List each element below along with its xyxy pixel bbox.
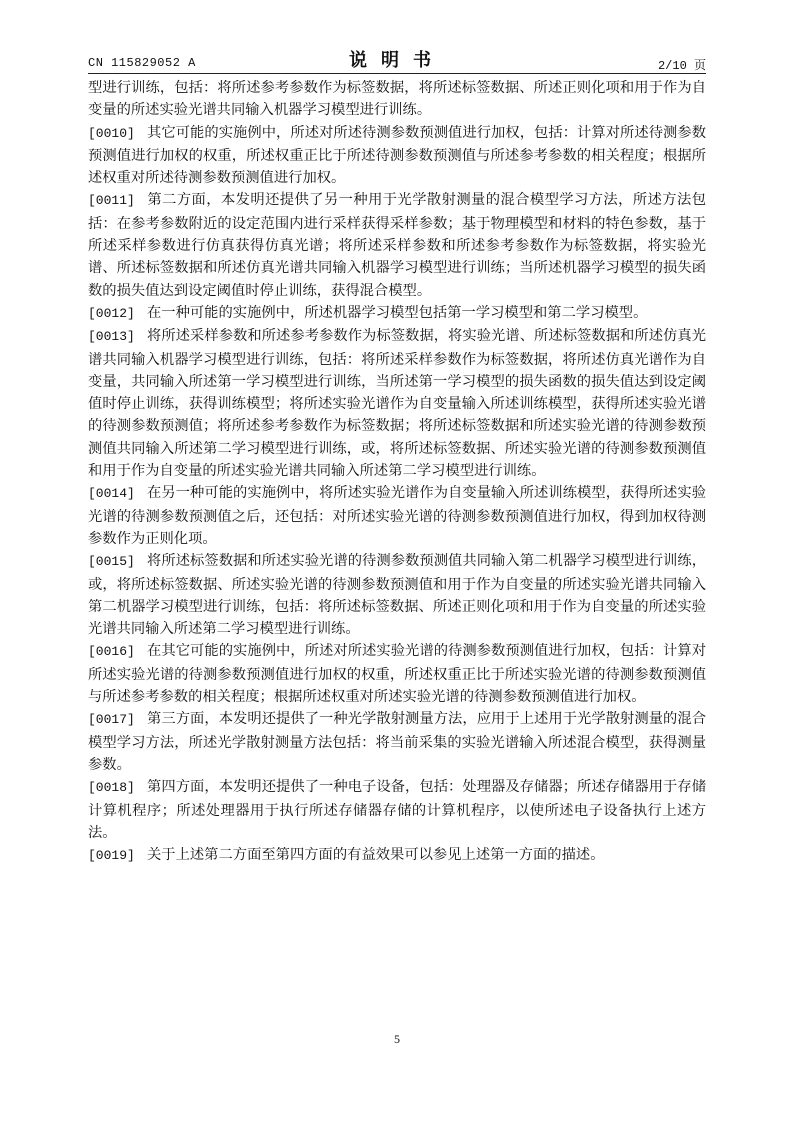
- page-indicator: 2/10 页: [657, 59, 706, 73]
- page-header: [88, 44, 706, 74]
- paragraph-number: [0017]: [88, 712, 135, 728]
- paragraph: [88, 708, 706, 776]
- header-rule: [88, 73, 706, 74]
- paragraph: [88, 77, 706, 122]
- paragraph-number: [0012]: [88, 305, 135, 321]
- paragraph-number: [0016]: [88, 644, 135, 660]
- paragraph-number: [0013]: [88, 329, 135, 345]
- page-number: 5: [394, 1032, 400, 1046]
- paragraph-text: 在另一种可能的实施例中，将所述实验光谱作为自变量输入所述训练模型，获得所述实验光谱的待测参数预测值之后，还包括：对所述实验光谱的待测参数预测值进行加权，得到加权待测参数作为正则化项。: [88, 485, 706, 547]
- paragraph: [88, 640, 706, 708]
- paragraph-text: 在一种可能的实施例中，所述机器学习模型包括第一学习模型和第二学习模型。: [147, 304, 648, 321]
- paragraph-text: 型进行训练，包括：将所述参考参数作为标签数据，将所述标签数据、所述正则化项和用于作为自变量的所述实验光谱共同输入机器学习模型进行训练。: [88, 80, 706, 119]
- paragraph-text: 将所述标签数据和所述实验光谱的待测参数预测值共同输入第二机器学习模型进行训练，或，将所述标签数据、所述实验光谱的待测参数预测值和用于作为自变量的所述实验光谱共同输入第二机器学习模型进行训练，包括：将所述标签数据、所述正则化项和用于作为自变量的所述实验光谱共同输入所述第二学习模型进行训练。: [88, 553, 706, 638]
- paragraph-number: [0010]: [88, 125, 135, 141]
- paragraph: [88, 550, 706, 640]
- document-number: CN 115829052 A: [88, 56, 196, 70]
- paragraph: [88, 482, 706, 550]
- paragraph: [88, 302, 706, 325]
- paragraph-text: 第二方面，本发明还提供了另一种用于光学散射测量的混合模型学习方法，所述方法包括：在参考参数附近的设定范围内进行采样获得采样参数；基于物理模型和材料的特色参数，基于所述采样参数进行仿真获得仿真光谱；将所述采样参数和所述参考参数作为标签数据，将实验光谱、所述标签数据和所述仿真光谱共同输入机器学习模型进行训练；当所述机器学习模型的损失函数的损失值达到设定阈值时停止训练，获得混合模型。: [88, 192, 706, 299]
- paragraph: [88, 122, 706, 190]
- paragraph: [88, 325, 706, 482]
- paragraph-text: 第三方面，本发明还提供了一种光学散射测量方法，应用于上述用于光学散射测量的混合模型学习方法，所述光学散射测量方法包括：将当前采集的实验光谱输入所述混合模型，获得测量参数。: [88, 711, 706, 773]
- paragraph-number: [0011]: [88, 193, 135, 209]
- paragraph-number: [0018]: [88, 780, 135, 796]
- paragraph-text: 第四方面，本发明还提供了一种电子设备，包括：处理器及存储器；所述存储器用于存储计算机程序；所述处理器用于执行所述存储器存储的计算机程序，以使所述电子设备执行上述方法。: [88, 779, 706, 841]
- paragraph: [88, 189, 706, 301]
- page-title: 说明书: [349, 50, 445, 71]
- document-body: [88, 77, 706, 867]
- paragraph: [88, 844, 706, 867]
- paragraph-text: 其它可能的实施例中，所述对所述待测参数预测值进行加权，包括：计算对所述待测参数预测值进行加权的权重，所述权重正比于所述待测参数预测值与所述参考参数的相关程度；根据所述权重对所述待测参数预测值进行加权。: [88, 124, 706, 187]
- paragraph-text: 将所述采样参数和所述参考参数作为标签数据，将实验光谱、所述标签数据和所述仿真光谱共同输入机器学习模型进行训练，包括：将所述采样参数作为标签数据，将所述仿真光谱作为自变量，共同输入所述第一学习模型进行训练，当所述第一学习模型的损失函数的损失值达到设定阈值时停止训练，获得训练模型；将所述实验光谱作为自变量输入所述训练模型，获得所述实验光谱的待测参数预测值；将所述参考参数作为标签数据；将所述标签数据和所述实验光谱的待测参数预测值共同输入所述第二学习模型进行训练，或，将所述标签数据、所述实验光谱的待测参数预测值和用于作为自变量的所述实验光谱共同输入所述第二学习模型进行训练。: [88, 328, 706, 480]
- paragraph-text: 关于上述第二方面至第四方面的有益效果可以参见上述第一方面的描述。: [147, 847, 605, 864]
- paragraph-number: [0015]: [88, 554, 135, 570]
- paragraph-number: [0019]: [88, 848, 135, 864]
- paragraph: [88, 776, 706, 844]
- paragraph-number: [0014]: [88, 486, 135, 502]
- paragraph-text: 在其它可能的实施例中，所述对所述实验光谱的待测参数预测值进行加权，包括：计算对所述实验光谱的待测参数预测值进行加权的权重，所述权重正比于所述实验光谱的待测参数预测值与所述参考参数的相关程度；根据所述权重对所述实验光谱的待测参数预测值进行加权。: [88, 643, 706, 706]
